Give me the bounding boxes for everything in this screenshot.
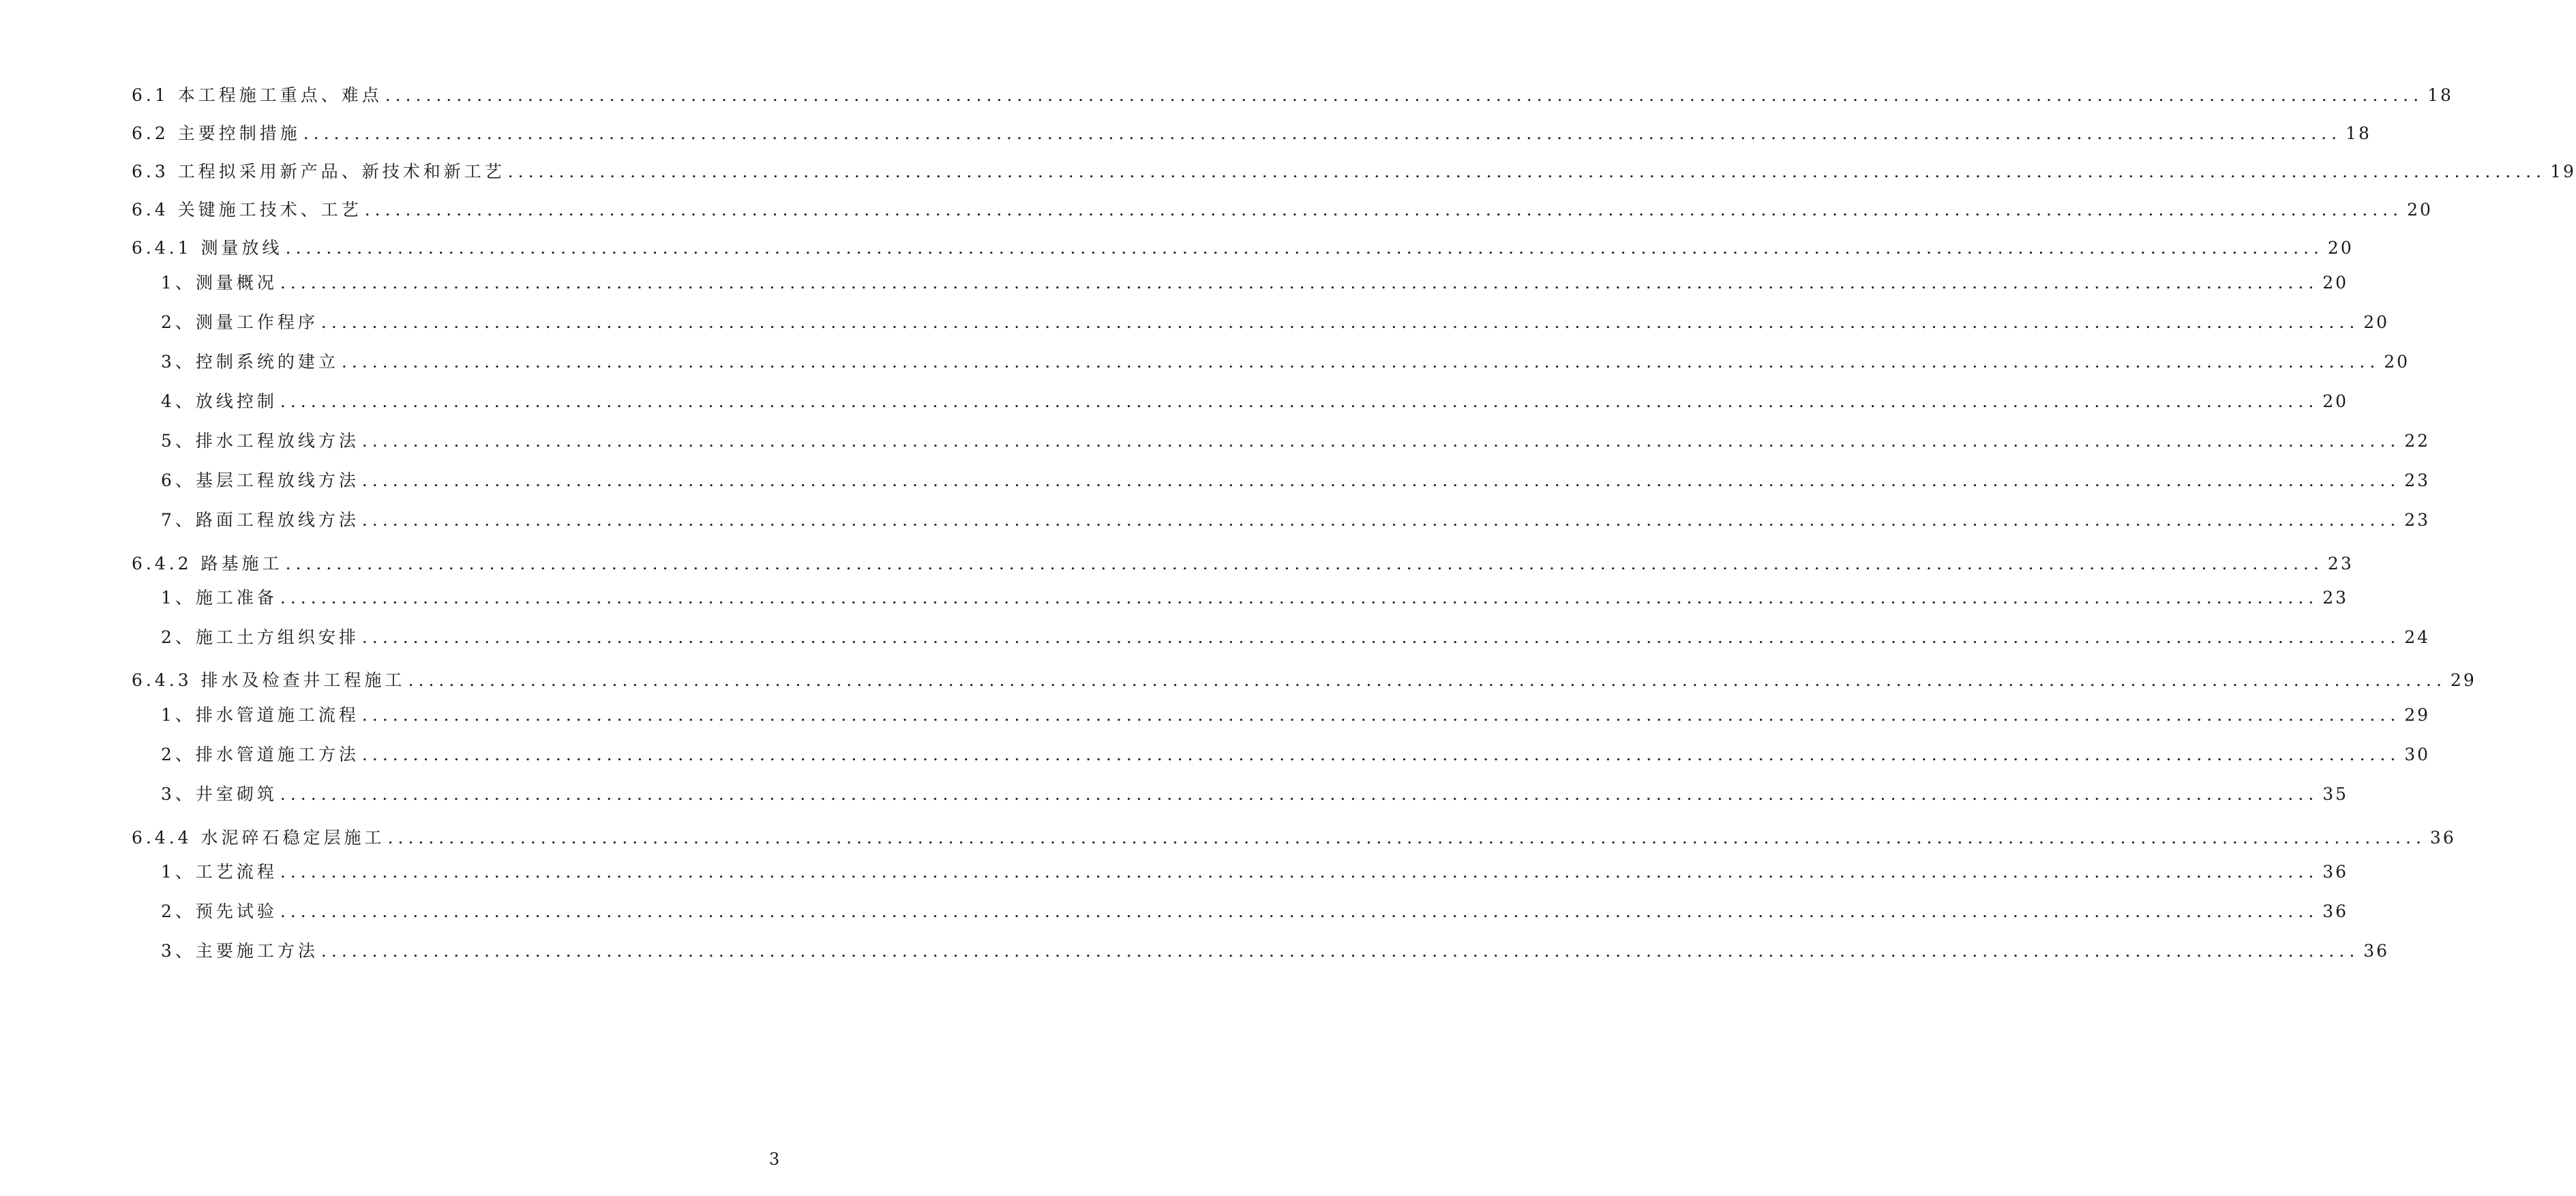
toc-entry[interactable] (161, 428, 2431, 455)
toc-entry[interactable] (161, 388, 2349, 415)
toc-leader-dots: ........................................................................................................................................................................................................ (361, 627, 2401, 647)
toc-leader-dots: ........................................................................................................................................................................................................ (408, 670, 2446, 690)
toc-entry-page: 36 (2322, 862, 2349, 882)
toc-entry[interactable] (132, 120, 2371, 147)
toc-leader-dots: ........................................................................................................................................................................................................ (507, 162, 2547, 181)
toc-entry-label: 3、井室砌筑 (161, 784, 278, 804)
toc-entry[interactable] (161, 309, 2390, 336)
toc-leader-dots: ........................................................................................................................................................................................................ (364, 200, 2403, 220)
toc-entry-label: 5、排水工程放线方法 (161, 431, 359, 451)
toc-entry-page: 30 (2404, 745, 2431, 764)
toc-leader-dots: ........................................................................................................................................................................................................ (285, 554, 2324, 573)
toc-entry-page: 29 (2450, 670, 2476, 690)
toc-entry[interactable] (161, 781, 2349, 808)
toc-leader-dots: ........................................................................................................................................................................................................ (280, 273, 2319, 293)
toc-entry[interactable] (132, 158, 2576, 185)
toc-leader-dots: ........................................................................................................................................................................................................ (361, 510, 2401, 530)
toc-entry-label: 6.4.4 水泥碎石稳定层施工 (132, 828, 385, 848)
toc-leader-dots: ........................................................................................................................................................................................................ (280, 901, 2319, 921)
toc-entry-label: 1、施工准备 (161, 588, 278, 608)
toc-entry-page: 23 (2322, 588, 2349, 608)
toc-entry-label: 1、工艺流程 (161, 862, 278, 882)
toc-entry-page: 18 (2427, 85, 2453, 105)
toc-entry-page: 20 (2322, 273, 2349, 293)
toc-entry-label: 6.3 工程拟采用新产品、新技术和新工艺 (132, 162, 505, 181)
toc-entry-page: 20 (2384, 352, 2410, 372)
toc-entry-label: 2、排水管道施工方法 (161, 745, 359, 764)
toc-entry-page: 19 (2550, 162, 2576, 181)
toc-entry-label: 1、测量概况 (161, 273, 278, 293)
toc-entry[interactable] (132, 550, 2354, 578)
toc-entry-page: 23 (2404, 470, 2431, 490)
toc-entry-label: 4、放线控制 (161, 391, 278, 411)
toc-leader-dots: ........................................................................................................................................................................................................ (280, 588, 2319, 608)
toc-leader-dots: ........................................................................................................................................................................................................ (280, 862, 2319, 882)
toc-entry[interactable] (161, 348, 2410, 376)
toc-entry-page: 36 (2363, 941, 2390, 961)
toc-entry[interactable] (161, 938, 2390, 965)
toc-entry[interactable] (161, 507, 2431, 534)
toc-leader-dots: ........................................................................................................................................................................................................ (361, 705, 2401, 725)
toc-leader-dots: ........................................................................................................................................................................................................ (280, 784, 2319, 804)
toc-entry[interactable] (161, 269, 2349, 297)
toc-entry-label: 6.2 主要控制措施 (132, 123, 301, 143)
toc-entry[interactable] (161, 741, 2431, 768)
toc-entry-label: 1、排水管道施工流程 (161, 705, 359, 725)
toc-leader-dots: ........................................................................................................................................................................................................ (320, 312, 2360, 332)
toc-entry[interactable] (161, 898, 2349, 925)
toc-entry-page: 36 (2429, 828, 2456, 848)
toc-entry-page: 24 (2404, 627, 2431, 647)
toc-leader-dots: ........................................................................................................................................................................................................ (387, 828, 2426, 848)
toc-entry[interactable] (161, 467, 2431, 494)
toc-entry-label: 7、路面工程放线方法 (161, 510, 359, 530)
toc-entry[interactable] (132, 235, 2354, 262)
toc-entry-page: 35 (2322, 784, 2349, 804)
page-number: 3 (769, 1150, 780, 1169)
toc-leader-dots: ........................................................................................................................................................................................................ (361, 745, 2401, 764)
toc-entry-page: 18 (2346, 123, 2371, 143)
toc-entry-label: 6.4.1 测量放线 (132, 238, 283, 258)
toc-entry-page: 20 (2327, 238, 2354, 258)
toc-entry-label: 2、测量工作程序 (161, 312, 318, 332)
toc-entry-label: 6.4 关键施工技术、工艺 (132, 200, 362, 220)
toc-leader-dots: ........................................................................................................................................................................................................ (385, 85, 2424, 105)
toc-entry-label: 2、预先试验 (161, 901, 278, 921)
toc-entry[interactable] (161, 584, 2349, 612)
toc-leader-dots: ........................................................................................................................................................................................................ (280, 391, 2319, 411)
toc-entry[interactable] (132, 196, 2433, 224)
toc-entry-page: 22 (2404, 431, 2431, 451)
toc-entry-label: 6.4.3 排水及检查井工程施工 (132, 670, 406, 690)
toc-entry-label: 3、控制系统的建立 (161, 352, 339, 372)
toc-entry[interactable] (132, 667, 2476, 694)
toc-entry[interactable] (132, 824, 2456, 852)
toc-entry-label: 6.1 本工程施工重点、难点 (132, 85, 383, 105)
toc-leader-dots: ........................................................................................................................................................................................................ (361, 431, 2401, 451)
toc-entry[interactable] (161, 858, 2349, 886)
toc-entry-page: 20 (2322, 391, 2349, 411)
toc-entry[interactable] (132, 82, 2453, 109)
toc-leader-dots: ........................................................................................................................................................................................................ (303, 123, 2342, 143)
toc-entry-page: 20 (2363, 312, 2390, 332)
toc-leader-dots: ........................................................................................................................................................................................................ (361, 470, 2401, 490)
toc-entry[interactable] (161, 624, 2431, 651)
toc-leader-dots: ........................................................................................................................................................................................................ (320, 941, 2360, 961)
toc-entry-label: 6、基层工程放线方法 (161, 470, 359, 490)
toc-leader-dots: ........................................................................................................................................................................................................ (341, 352, 2380, 372)
toc-entry-page: 29 (2404, 705, 2431, 725)
toc-entry-label: 2、施工土方组织安排 (161, 627, 359, 647)
toc-entry-label: 6.4.2 路基施工 (132, 554, 283, 573)
toc-entry[interactable] (161, 702, 2431, 729)
toc-entry-page: 23 (2404, 510, 2431, 530)
toc-leader-dots: ........................................................................................................................................................................................................ (285, 238, 2324, 258)
toc-entry-page: 20 (2407, 200, 2433, 220)
toc-entry-page: 23 (2327, 554, 2354, 573)
toc-entry-label: 3、主要施工方法 (161, 941, 318, 961)
toc-entry-page: 36 (2322, 901, 2349, 921)
